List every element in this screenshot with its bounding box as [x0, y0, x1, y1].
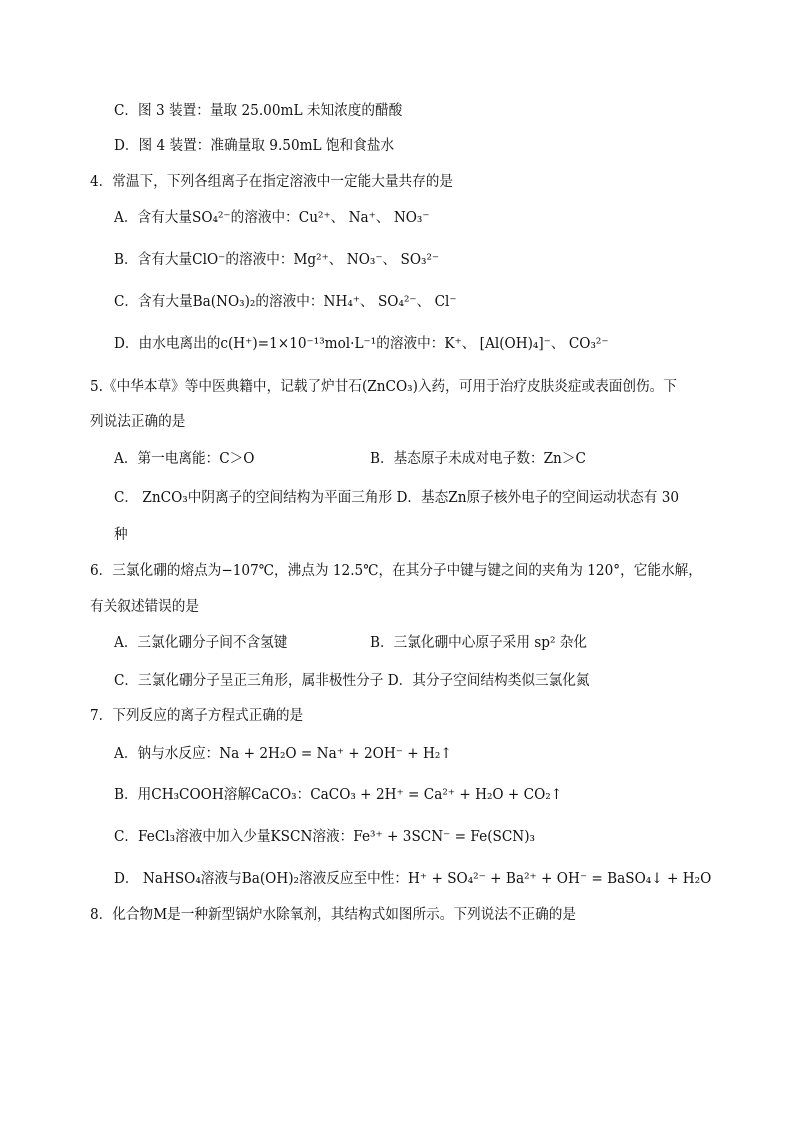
question-4-stem: 4．常温下，下列各组离子在指定溶液中一定能大量共存的是: [90, 174, 454, 190]
option-6cd: C．三氯化硼分子呈正三角形，属非极性分子 D．其分子空间结构类似三氯化氮: [114, 673, 590, 689]
question-7-stem: 7．下列反应的离子方程式正确的是: [90, 708, 304, 724]
option-6b: B．三氯化硼中心原子采用 sp² 杂化: [370, 635, 588, 651]
option-4a: A．含有大量SO₄²⁻的溶液中：Cu²⁺、 Na⁺、 NO₃⁻: [114, 210, 430, 226]
question-5-stem-line1: 5.《中华本草》等中医典籍中，记载了炉甘石(ZnCO₃)入药，可用于治疗皮肤炎症或表面创伤。下: [90, 379, 677, 395]
question-6-stem-line1: 6．三氯化硼的熔点为−107℃，沸点为 12.5℃，在其分子中键与键之间的夹角为 120°，它能水解，: [90, 563, 702, 579]
option-5b: B．基态原子未成对电子数：Zn＞C: [370, 451, 586, 467]
option-4d: D．由水电离出的c(H⁺)=1×10⁻¹³mol·L⁻¹的溶液中：K⁺、 [Al(OH)₄]⁻、 CO₃²⁻: [114, 336, 609, 352]
option-4b: B．含有大量ClO⁻的溶液中：Mg²⁺、 NO₃⁻、 SO₃²⁻: [114, 252, 440, 268]
option-5cd-cont: 种: [114, 527, 128, 543]
option-5cd: C． ZnCO₃中阴离子的空间结构为平面三角形 D．基态Zn原子核外电子的空间运动状态有 30: [114, 490, 680, 506]
option-7b: B．用CH₃COOH溶解CaCO₃：CaCO₃ + 2H⁺ = Ca²⁺ + H₂O + CO₂↑: [114, 787, 563, 803]
option-6a: A．三氯化硼分子间不含氢键: [114, 635, 288, 651]
question-6-stem-line2: 有关叙述错误的是: [90, 599, 200, 615]
option-4c: C．含有大量Ba(NO₃)₂的溶液中：NH₄⁺、 SO₄²⁻、 Cl⁻: [114, 294, 457, 310]
option-3c: C．图 3 装置：量取 25.00mL 未知浓度的醋酸: [114, 103, 403, 119]
question-8-stem: 8．化合物M是一种新型锅炉水除氧剂，其结构式如图所示。下列说法不正确的是: [90, 907, 577, 923]
option-7d: D． NaHSO₄溶液与Ba(OH)₂溶液反应至中性：H⁺ + SO₄²⁻ + Ba²⁺ + OH⁻ = BaSO₄↓ + H₂O: [114, 871, 712, 887]
option-7c: C．FeCl₃溶液中加入少量KSCN溶液：Fe³⁺ + 3SCN⁻ = Fe(SCN)₃: [114, 829, 536, 845]
question-5-stem-line2: 列说法正确的是: [90, 414, 186, 430]
option-5a: A．第一电离能：C＞O: [114, 451, 255, 467]
option-7a: A．钠与水反应：Na + 2H₂O = Na⁺ + 2OH⁻ + H₂↑: [114, 746, 452, 762]
option-3d: D．图 4 装置：准确量取 9.50mL 饱和食盐水: [114, 138, 395, 154]
